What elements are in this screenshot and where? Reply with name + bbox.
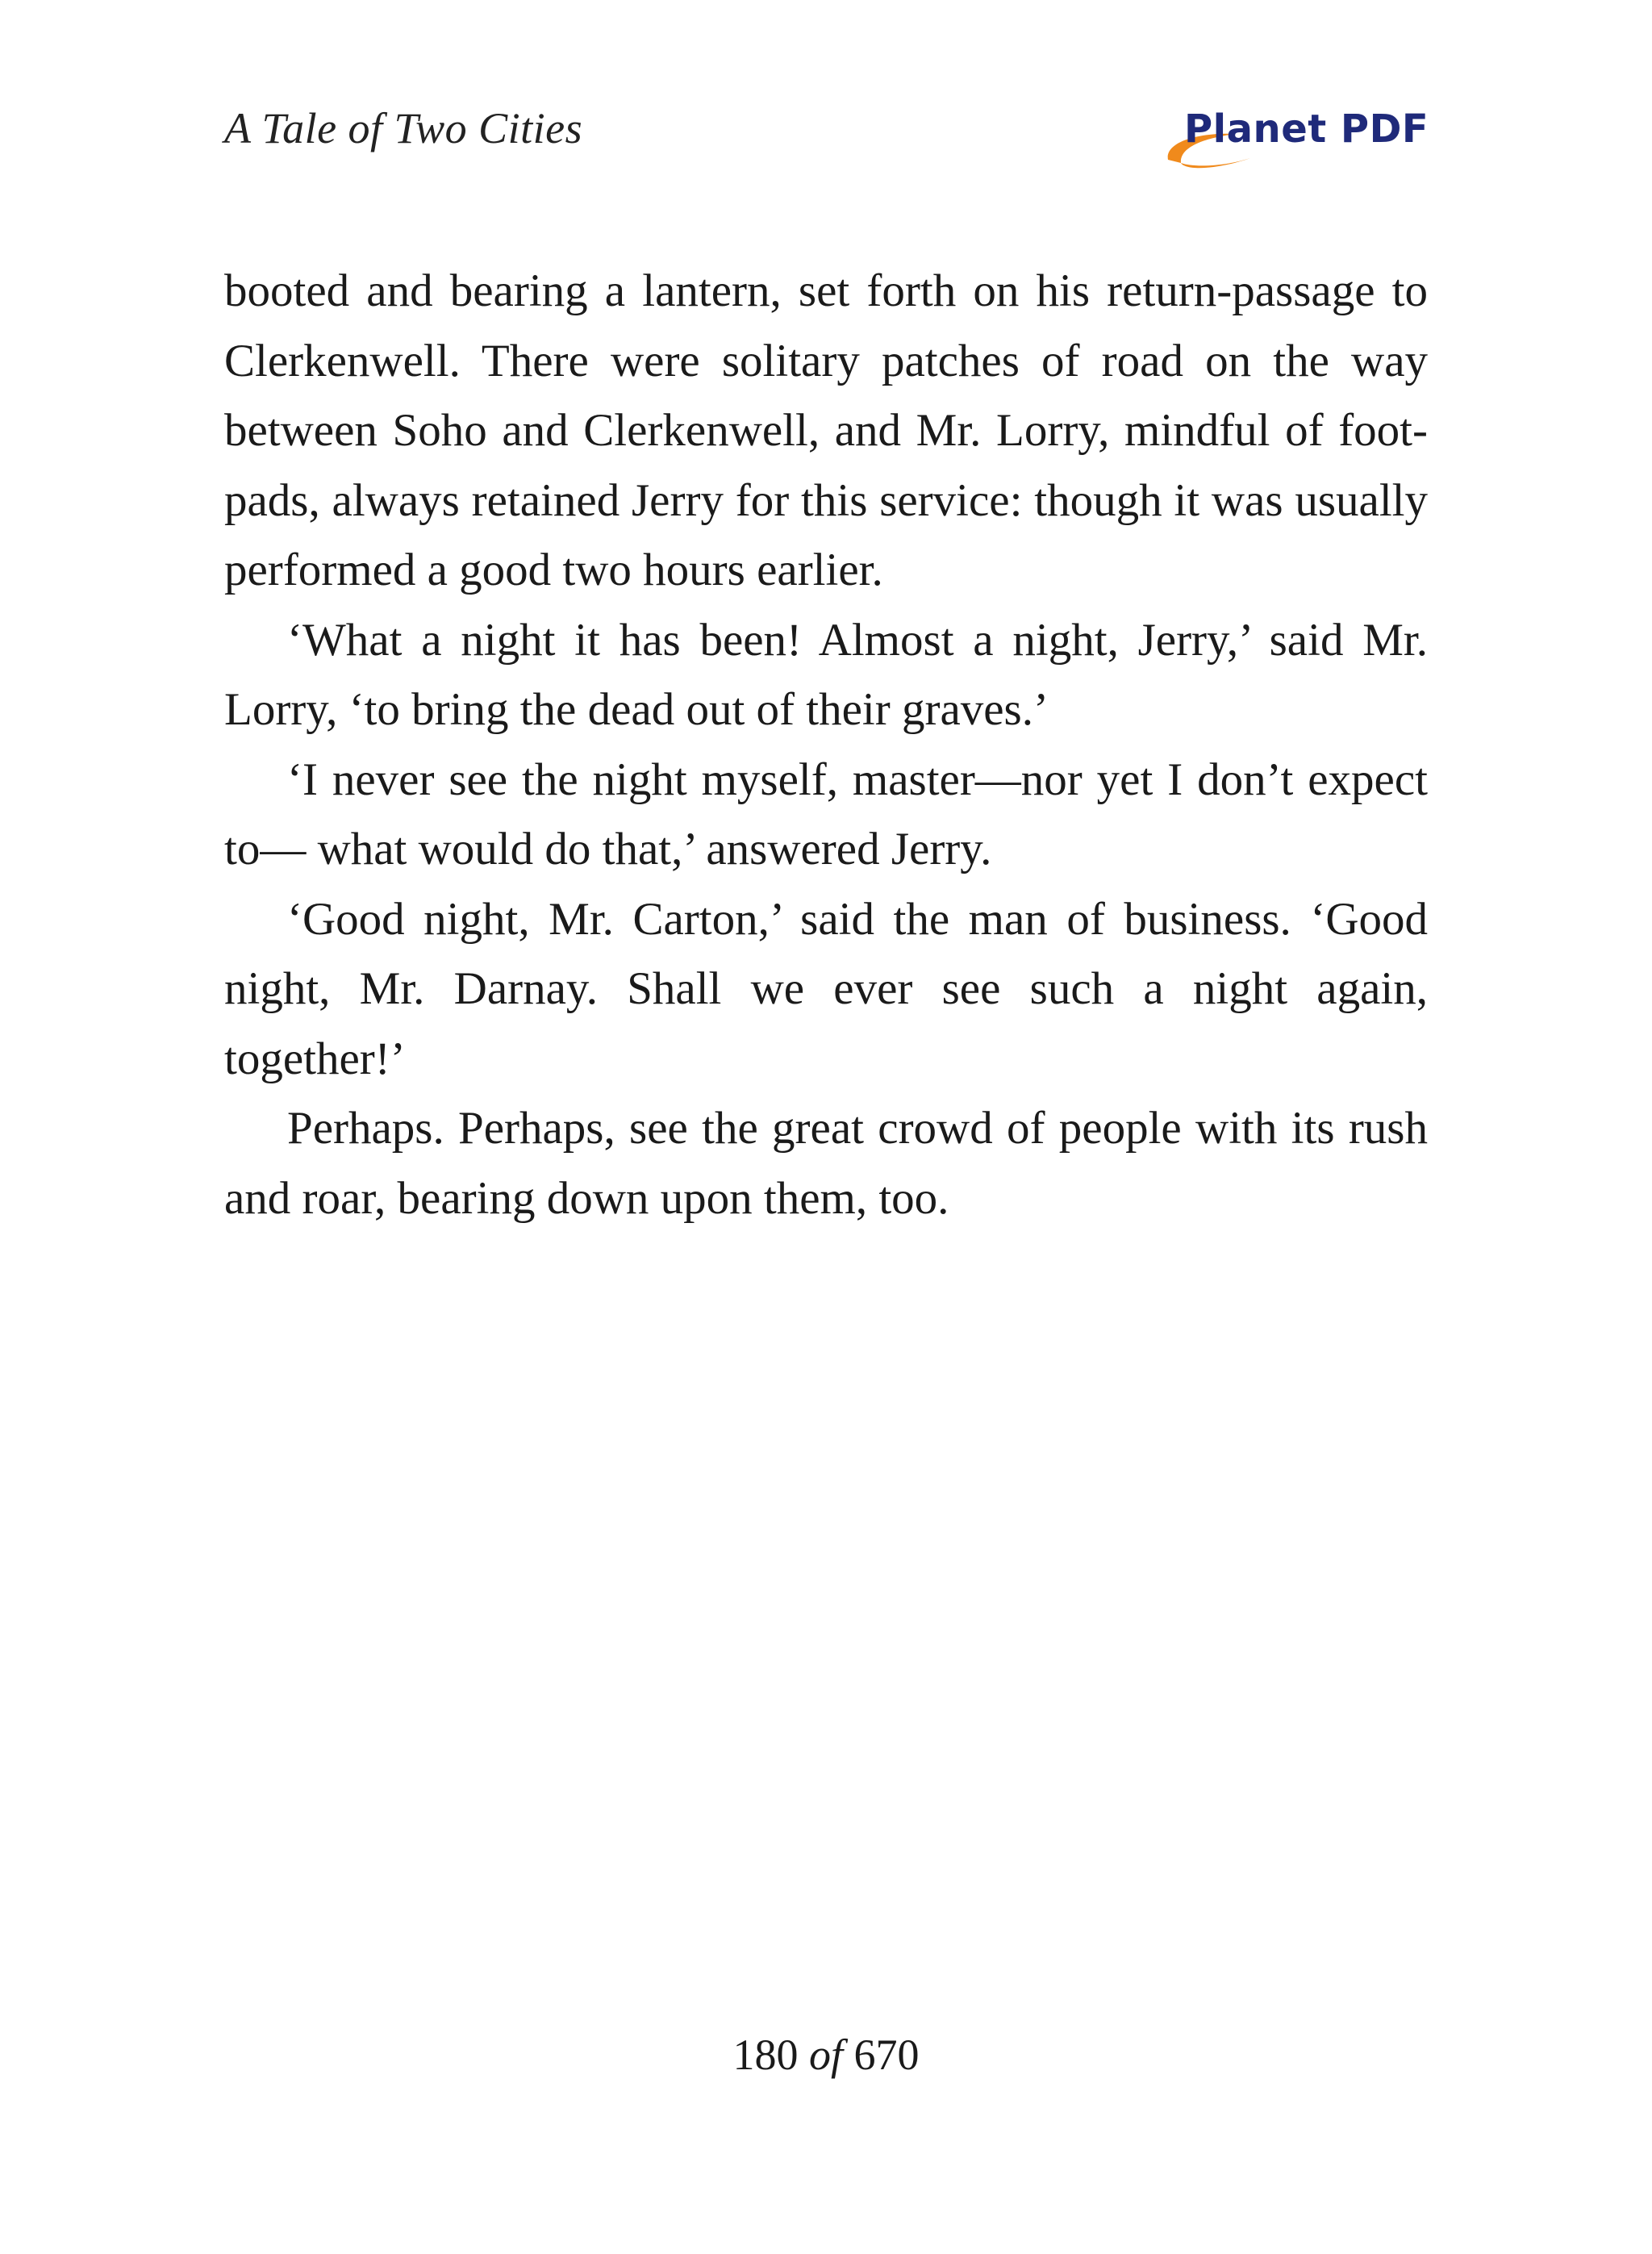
- page-number: [0, 2030, 1652, 2080]
- book-title: A Tale of Two Cities: [224, 104, 583, 152]
- paragraph: ‘I never see the night myself, master—nor yet I don’t expect to— what would do that,’ answered Jerry.: [224, 753, 1428, 874]
- planet-pdf-logo: [1162, 102, 1428, 174]
- total-pages-number: 670: [853, 2031, 920, 2079]
- page-of-label: of: [808, 2031, 843, 2079]
- logo-text: Planet PDF: [1184, 106, 1429, 152]
- page-body: [224, 257, 1428, 1233]
- paragraph: ‘What a night it has been! Almost a night, Jerry,’ said Mr. Lorry, ‘to bring the dead out of their graves.’: [224, 614, 1428, 735]
- paragraph: ‘Good night, Mr. Carton,’ said the man of business. ‘Good night, Mr. Darnay. Shall we ever see such a night again, together!’: [224, 893, 1428, 1084]
- paragraph: Perhaps. Perhaps, see the great crowd of people with its rush and roar, bearing down upon them, too.: [224, 1103, 1428, 1224]
- paragraph: booted and bearing a lantern, set forth on his return-passage to Clerkenwell. There were solitary patches of road on the way between Soho and Clerkenwell, and Mr. Lorry, mindful of foot-pads, always retained Jerry for this service: though it was usually performed a good two hours earlier.: [224, 265, 1428, 595]
- current-page-number: 180: [732, 2031, 799, 2079]
